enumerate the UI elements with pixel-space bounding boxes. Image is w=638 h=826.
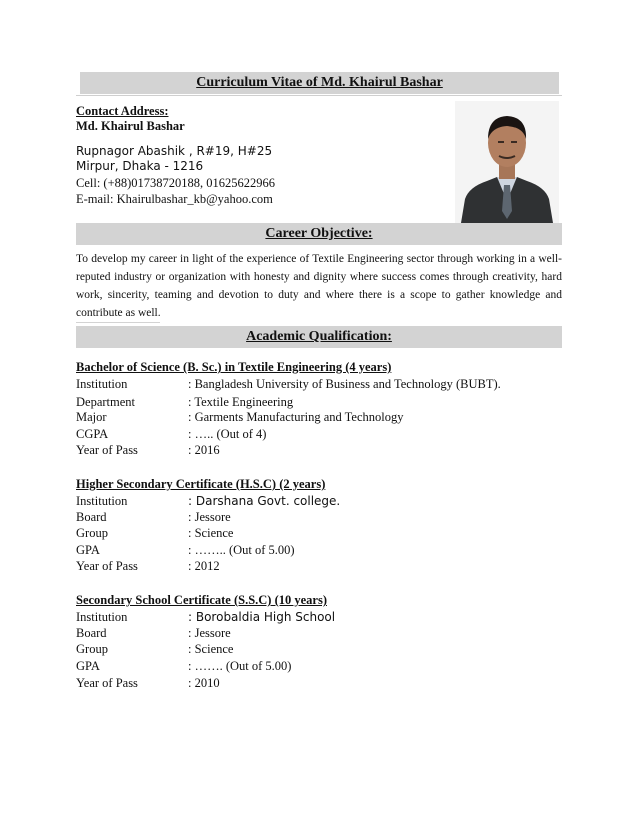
contact-heading: Contact Address: bbox=[76, 104, 169, 118]
detail-value: : Textile Engineering bbox=[188, 395, 294, 409]
profile-photo-image bbox=[455, 101, 559, 223]
detail-value: : ….. (Out of 4) bbox=[188, 427, 267, 441]
detail-value: : 2012 bbox=[188, 559, 220, 573]
detail-value: : ……. (Out of 5.00) bbox=[188, 659, 292, 673]
detail-label: Year of Pass bbox=[76, 443, 138, 457]
detail-value: : 2016 bbox=[188, 443, 220, 457]
detail-value: : Garments Manufacturing and Technology bbox=[188, 410, 404, 424]
cv-title-bar bbox=[80, 72, 559, 94]
detail-label: GPA bbox=[76, 543, 100, 557]
detail-value: : Bangladesh University of Business and Technology (BUBT). bbox=[188, 377, 501, 391]
detail-label: Department bbox=[76, 395, 136, 409]
cell-phone: Cell: (+88)01738720188, 01625622966 bbox=[76, 176, 276, 190]
detail-value: : Jessore bbox=[188, 626, 231, 640]
detail-label: Institution bbox=[76, 494, 128, 508]
detail-label: Institution bbox=[76, 610, 128, 624]
divider bbox=[76, 322, 160, 323]
detail-label: Major bbox=[76, 410, 107, 424]
detail-label: Board bbox=[76, 626, 107, 640]
profile-photo bbox=[455, 101, 559, 223]
detail-value: : Science bbox=[188, 642, 234, 656]
detail-label: Year of Pass bbox=[76, 559, 138, 573]
detail-label: Institution bbox=[76, 377, 128, 391]
detail-value: : Jessore bbox=[188, 510, 231, 524]
detail-value: : …….. (Out of 5.00) bbox=[188, 543, 295, 557]
detail-value: : 2010 bbox=[188, 676, 220, 690]
career-objective-heading: Career Objective: bbox=[265, 226, 373, 241]
detail-label: Group bbox=[76, 526, 108, 540]
detail-label: Group bbox=[76, 642, 108, 656]
career-objective-text: To develop my career in light of the experience of Textile Engineering sector through working in a well-reputed industry or organization with honesty and dignity where success comes through creativity, hard work, sincerity, teaming and devotion to duty and where there is a scope to gather knowledge and contribute as well. bbox=[76, 253, 562, 319]
detail-label: Board bbox=[76, 510, 107, 524]
degree-title-ssc: Secondary School Certificate (S.S.C) (10 years) bbox=[76, 593, 327, 607]
email: E-mail: Khairulbashar_kb@yahoo.com bbox=[76, 192, 273, 206]
contact-name: Md. Khairul Bashar bbox=[76, 119, 185, 133]
address-line-1: Rupnagor Abashik , R#19, H#25 bbox=[76, 144, 273, 158]
divider bbox=[76, 95, 562, 96]
detail-value: : Borobaldia High School bbox=[188, 610, 336, 624]
cv-title: Curriculum Vitae of Md. Khairul Bashar bbox=[196, 75, 443, 90]
degree-title-hsc: Higher Secondary Certificate (H.S.C) (2 years) bbox=[76, 477, 326, 491]
degree-title-bsc: Bachelor of Science (B. Sc.) in Textile Engineering (4 years) bbox=[76, 360, 392, 374]
detail-label: Year of Pass bbox=[76, 676, 138, 690]
academic-qualification-bar bbox=[76, 326, 562, 348]
career-objective-bar bbox=[76, 223, 562, 245]
detail-value: : Darshana Govt. college. bbox=[188, 494, 341, 508]
detail-value: : Science bbox=[188, 526, 234, 540]
academic-qualification-heading: Academic Qualification: bbox=[246, 329, 392, 344]
detail-label: GPA bbox=[76, 659, 100, 673]
address-line-2: Mirpur, Dhaka - 1216 bbox=[76, 159, 204, 173]
detail-label: CGPA bbox=[76, 427, 109, 441]
